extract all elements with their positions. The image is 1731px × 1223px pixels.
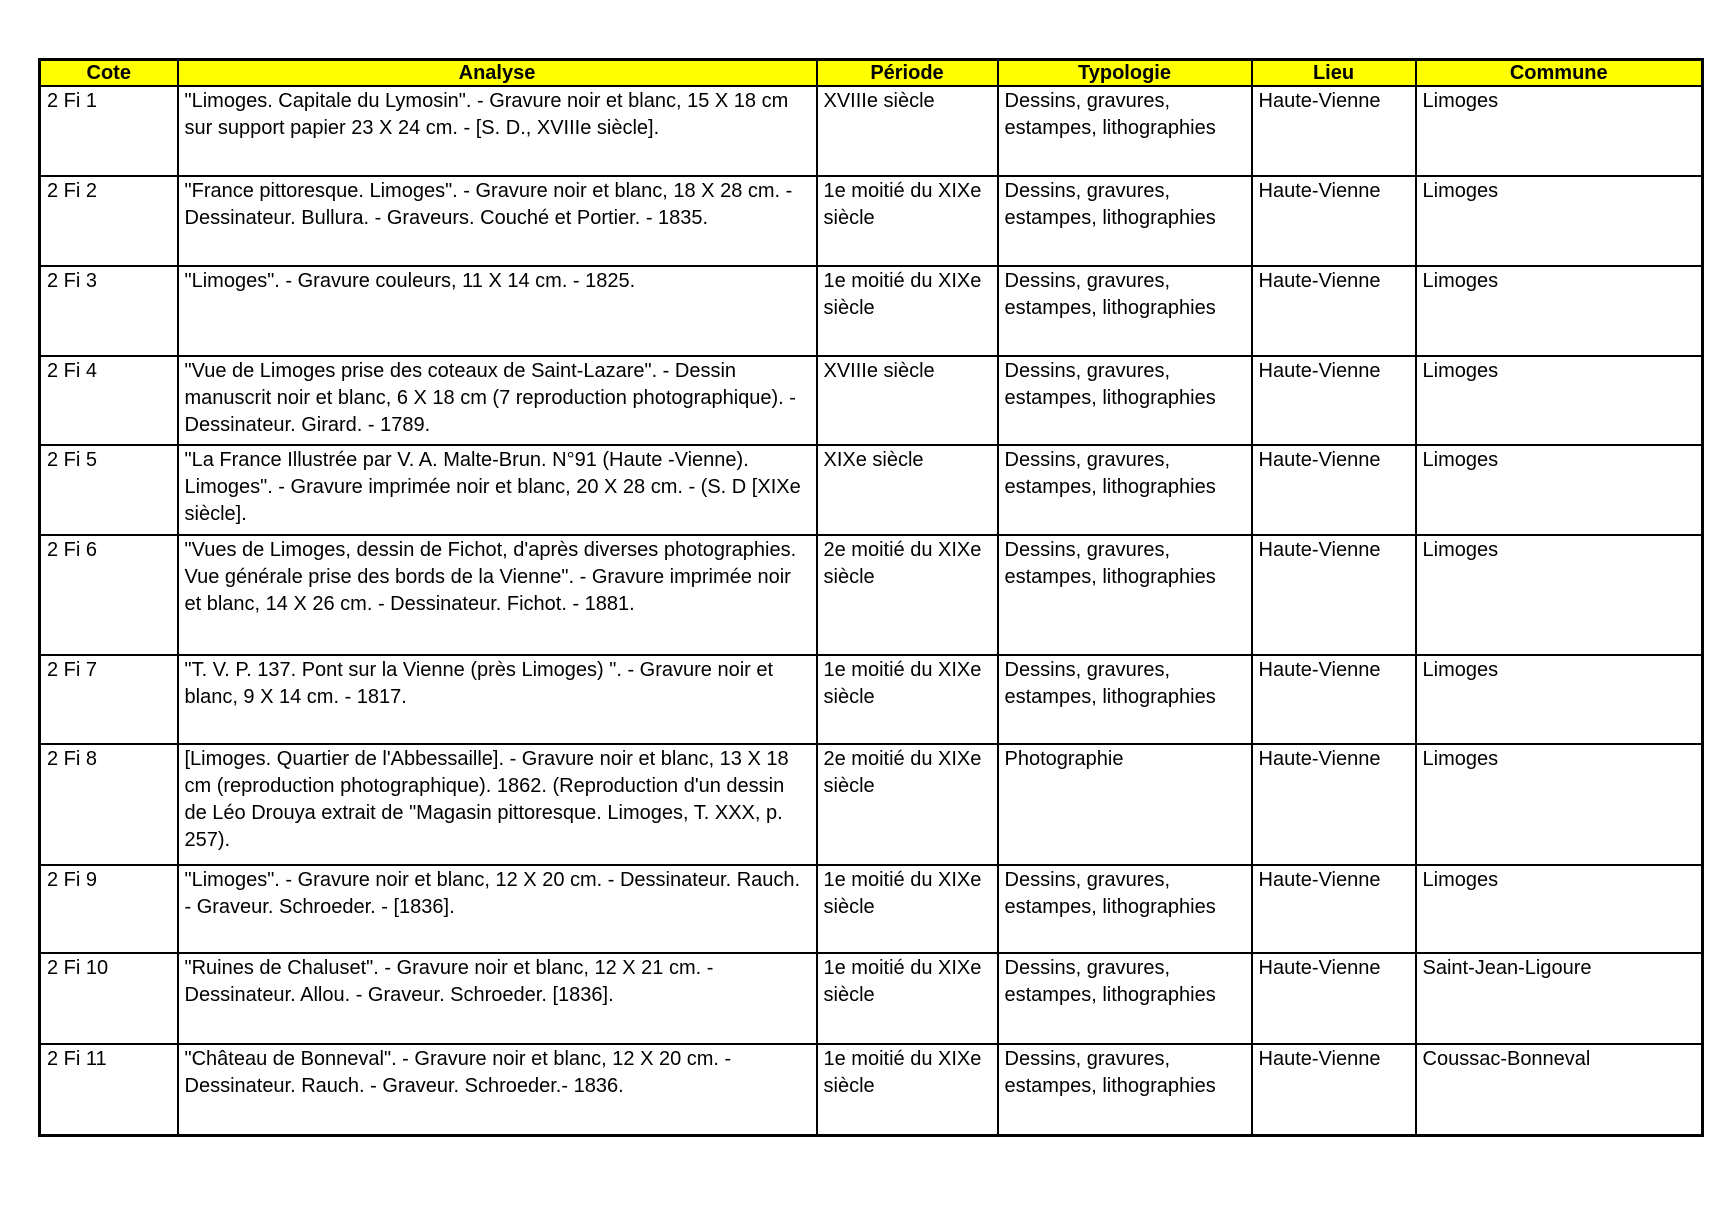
cell-typologie: Photographie (998, 744, 1252, 865)
cell-lieu: Haute-Vienne (1252, 445, 1416, 535)
table-row (40, 535, 1703, 655)
cell-commune: Limoges (1416, 865, 1703, 953)
cell-typologie: Dessins, gravures, estampes, lithographies (998, 356, 1252, 445)
table-row (40, 655, 1703, 744)
cell-typologie: Dessins, gravures, estampes, lithographies (998, 535, 1252, 655)
cell-periode: 1e moitié du XIXe siècle (817, 953, 998, 1044)
cell-periode: 1e moitié du XIXe siècle (817, 865, 998, 953)
cell-periode: 2e moitié du XIXe siècle (817, 744, 998, 865)
cell-typologie: Dessins, gravures, estampes, lithographies (998, 655, 1252, 744)
column-header-analyse: Analyse (178, 60, 817, 87)
cell-commune: Saint-Jean-Ligoure (1416, 953, 1703, 1044)
cell-periode: 2e moitié du XIXe siècle (817, 535, 998, 655)
column-header-commune: Commune (1416, 60, 1703, 87)
cell-commune: Limoges (1416, 356, 1703, 445)
cell-periode: 1e moitié du XIXe siècle (817, 266, 998, 356)
cell-cote: 2 Fi 8 (40, 744, 178, 865)
archive-catalog-table-container (38, 58, 1704, 1137)
cell-analyse: "T. V. P. 137. Pont sur la Vienne (près Limoges) ". - Gravure noir et blanc, 9 X 14 cm. - 1817. (178, 655, 817, 744)
cell-analyse: "Limoges. Capitale du Lymosin". - Gravure noir et blanc, 15 X 18 cm sur support papier 23 X 24 cm. - [S. D., XVIIIe siècle]. (178, 86, 817, 176)
cell-commune: Limoges (1416, 86, 1703, 176)
cell-typologie: Dessins, gravures, estampes, lithographies (998, 176, 1252, 266)
cell-periode: XVIIIe siècle (817, 86, 998, 176)
cell-commune: Limoges (1416, 176, 1703, 266)
cell-analyse: [Limoges. Quartier de l'Abbessaille]. - Gravure noir et blanc, 13 X 18 cm (reproduction photographique). 1862. (Reproduction d'un dessin de Léo Drouya extrait de "Magasin pittoresque. Limoges, T. XXX, p. 257). (178, 744, 817, 865)
cell-cote: 2 Fi 1 (40, 86, 178, 176)
cell-typologie: Dessins, gravures, estampes, lithographies (998, 1044, 1252, 1135)
cell-typologie: Dessins, gravures, estampes, lithographies (998, 266, 1252, 356)
cell-cote: 2 Fi 11 (40, 1044, 178, 1135)
cell-cote: 2 Fi 3 (40, 266, 178, 356)
cell-commune: Limoges (1416, 744, 1703, 865)
cell-lieu: Haute-Vienne (1252, 865, 1416, 953)
table-row (40, 953, 1703, 1044)
cell-lieu: Haute-Vienne (1252, 655, 1416, 744)
cell-analyse: "Limoges". - Gravure couleurs, 11 X 14 cm. - 1825. (178, 266, 817, 356)
cell-lieu: Haute-Vienne (1252, 86, 1416, 176)
cell-commune: Coussac-Bonneval (1416, 1044, 1703, 1135)
cell-analyse: "Limoges". - Gravure noir et blanc, 12 X 20 cm. - Dessinateur. Rauch. - Graveur. Schroeder. - [1836]. (178, 865, 817, 953)
cell-lieu: Haute-Vienne (1252, 1044, 1416, 1135)
cell-cote: 2 Fi 4 (40, 356, 178, 445)
cell-typologie: Dessins, gravures, estampes, lithographies (998, 953, 1252, 1044)
cell-cote: 2 Fi 9 (40, 865, 178, 953)
header-row (40, 60, 1703, 87)
cell-lieu: Haute-Vienne (1252, 744, 1416, 865)
cell-cote: 2 Fi 10 (40, 953, 178, 1044)
cell-analyse: "France pittoresque. Limoges". - Gravure noir et blanc, 18 X 28 cm. - Dessinateur. Bullura. - Graveurs. Couché et Portier. - 1835. (178, 176, 817, 266)
table-row (40, 86, 1703, 176)
archive-catalog-table (38, 58, 1704, 1137)
cell-periode: 1e moitié du XIXe siècle (817, 176, 998, 266)
cell-cote: 2 Fi 7 (40, 655, 178, 744)
table-row (40, 266, 1703, 356)
cell-lieu: Haute-Vienne (1252, 356, 1416, 445)
cell-commune: Limoges (1416, 655, 1703, 744)
cell-lieu: Haute-Vienne (1252, 176, 1416, 266)
cell-analyse: "Vue de Limoges prise des coteaux de Saint-Lazare". - Dessin manuscrit noir et blanc, 6 X 18 cm (7 reproduction photographique). - Dessinateur. Girard. - 1789. (178, 356, 817, 445)
cell-commune: Limoges (1416, 445, 1703, 535)
cell-periode: XIXe siècle (817, 445, 998, 535)
table-row (40, 176, 1703, 266)
cell-analyse: "Château de Bonneval". - Gravure noir et blanc, 12 X 20 cm. - Dessinateur. Rauch. - Graveur. Schroeder.- 1836. (178, 1044, 817, 1135)
cell-typologie: Dessins, gravures, estampes, lithographies (998, 445, 1252, 535)
cell-periode: 1e moitié du XIXe siècle (817, 1044, 998, 1135)
cell-lieu: Haute-Vienne (1252, 953, 1416, 1044)
cell-lieu: Haute-Vienne (1252, 266, 1416, 356)
cell-commune: Limoges (1416, 266, 1703, 356)
table-row (40, 356, 1703, 445)
cell-typologie: Dessins, gravures, estampes, lithographies (998, 865, 1252, 953)
table-row (40, 865, 1703, 953)
cell-periode: 1e moitié du XIXe siècle (817, 655, 998, 744)
table-row (40, 445, 1703, 535)
cell-periode: XVIIIe siècle (817, 356, 998, 445)
cell-cote: 2 Fi 6 (40, 535, 178, 655)
column-header-periode: Période (817, 60, 998, 87)
table-row (40, 1044, 1703, 1135)
cell-lieu: Haute-Vienne (1252, 535, 1416, 655)
cell-cote: 2 Fi 5 (40, 445, 178, 535)
column-header-cote: Cote (40, 60, 178, 87)
cell-typologie: Dessins, gravures, estampes, lithographies (998, 86, 1252, 176)
cell-commune: Limoges (1416, 535, 1703, 655)
column-header-typologie: Typologie (998, 60, 1252, 87)
cell-cote: 2 Fi 2 (40, 176, 178, 266)
cell-analyse: "Vues de Limoges, dessin de Fichot, d'après diverses photographies. Vue générale prise des bords de la Vienne". - Gravure imprimée noir et blanc, 14 X 26 cm. - Dessinateur. Fichot. - 1881. (178, 535, 817, 655)
cell-analyse: "Ruines de Chaluset". - Gravure noir et blanc, 12 X 21 cm. - Dessinateur. Allou. - Graveur. Schroeder. [1836]. (178, 953, 817, 1044)
cell-analyse: "La France Illustrée par V. A. Malte-Brun. N°91 (Haute -Vienne). Limoges". - Gravure imprimée noir et blanc, 20 X 28 cm. - (S. D [XIXe siècle]. (178, 445, 817, 535)
column-header-lieu: Lieu (1252, 60, 1416, 87)
table-row (40, 744, 1703, 865)
